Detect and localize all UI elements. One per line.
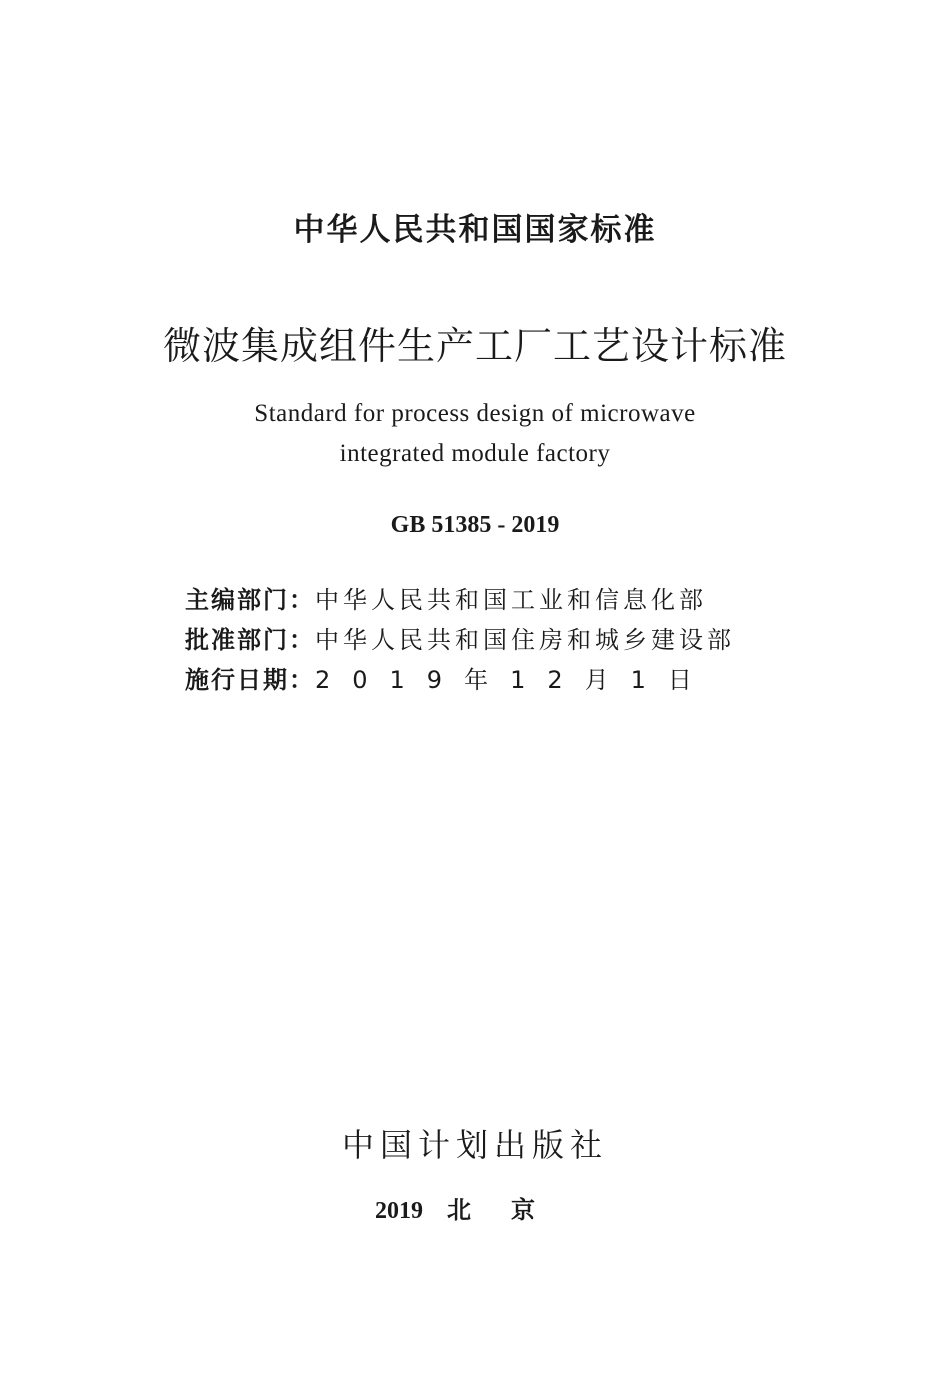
publication-city: 北京: [447, 1196, 575, 1224]
editor-department-row: [185, 580, 735, 620]
standard-title-english-line2: integrated module factory: [339, 440, 611, 467]
national-standard-heading: 中华人民共和国国家标准: [293, 212, 657, 248]
effective-date-value: 2019年12月1日: [315, 666, 714, 694]
publisher-name: 中国计划出版社: [341, 1126, 608, 1164]
standard-code: GB 51385 - 2019: [390, 512, 560, 538]
publication-place: [0, 1190, 950, 1225]
approver-department-label: 批准部门：: [185, 626, 315, 654]
approver-department-value: 中华人民共和国住房和城乡建设部: [315, 626, 735, 654]
effective-date-label: 施行日期：: [185, 666, 315, 694]
publication-year: 2019: [375, 1198, 423, 1224]
editor-department-label: 主编部门：: [185, 586, 315, 614]
effective-date-row: [185, 660, 735, 700]
approver-department-row: [185, 620, 735, 660]
standard-info-block: [185, 580, 735, 700]
standard-title-chinese: 微波集成组件生产工厂工艺设计标准: [162, 324, 787, 368]
editor-department-value: 中华人民共和国工业和信息化部: [315, 586, 707, 614]
standard-title-english-line1: Standard for process design of microwave: [254, 400, 696, 427]
